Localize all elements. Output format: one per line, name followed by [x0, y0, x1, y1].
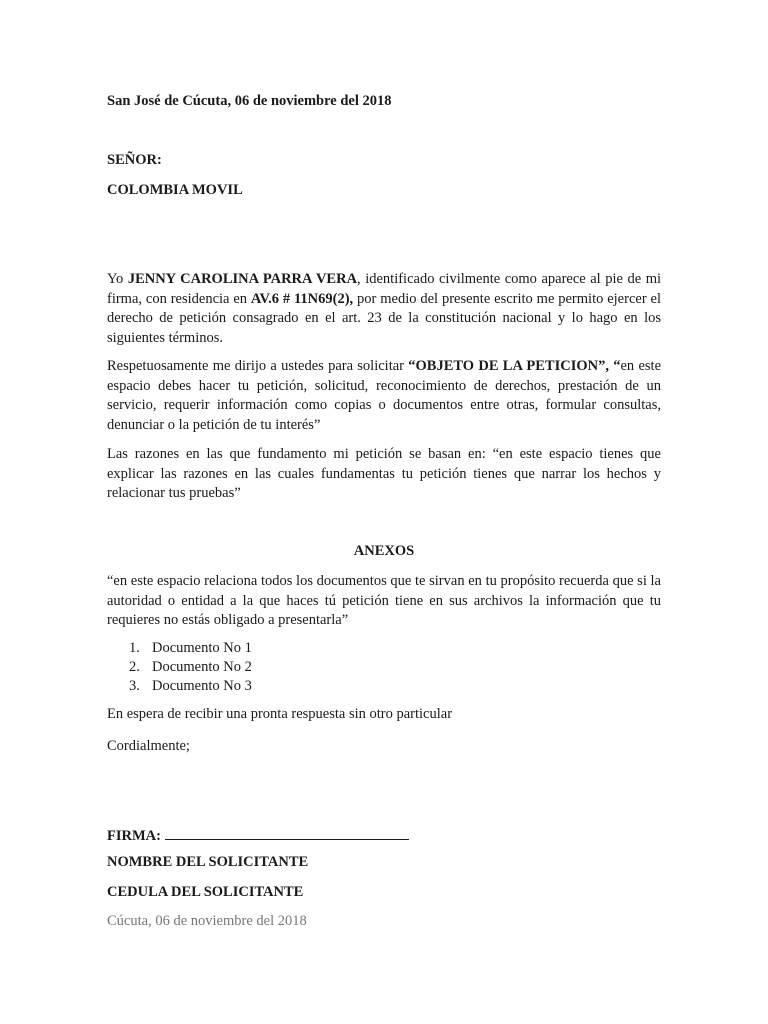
intro-text-2: por medio del presente escrito me permito ejercer el derecho de petición consagrado en el art. 23 de la constitución nacional y lo hago en los siguientes términos. — [107, 290, 661, 346]
closing-wait: En espera de recibir una pronta respuesta sin otro particular — [107, 706, 453, 722]
list-label: Documento No 2 — [152, 659, 252, 675]
salutation: SEÑOR: — [107, 152, 162, 168]
id-label: CEDULA DEL SOLICITANTE — [107, 884, 304, 900]
list-label: Documento No 3 — [152, 678, 252, 694]
petitioner-address: AV.6 # 11N69(2), — [250, 290, 354, 307]
paragraph-intro — [107, 270, 661, 348]
paragraph-request — [107, 357, 661, 435]
request-text-1: Respetuosamente me dirijo a ustedes para solicitar — [107, 358, 409, 374]
date-line: San José de Cúcuta, 06 de noviembre del 2018 — [107, 93, 392, 109]
closing-regards: Cordialmente; — [107, 738, 190, 754]
request-text-2: en este espacio debes hacer tu petición, solicitud, reconocimiento de derechos, prestación de un servicio, requerir información como copias o documentos entre otras, formular consultas, denunciar o la petición de tu interés” — [107, 358, 661, 433]
signature-line — [107, 825, 409, 845]
firma-label: FIRMA: — [107, 828, 161, 844]
annexes-title: ANEXOS — [353, 543, 415, 559]
list-number: 3. — [129, 678, 140, 694]
petitioner-name: JENNY CAROLINA PARRA VERA — [127, 271, 358, 287]
list-label: Documento No 1 — [152, 640, 252, 656]
documents-list — [107, 639, 252, 696]
intro-text-1: , identificado civilmente como aparece al pie de mi firma, con residencia en — [107, 271, 661, 307]
footer-date: Cúcuta, 06 de noviembre del 2018 — [107, 913, 307, 929]
annexes-intro: “en este espacio relaciona todos los documentos que te sirvan en tu propósito recuerda que si la autoridad o entidad a la que haces tú petición tiene en sus archivos la información que tu requieres no estás obligado a presentarla” — [107, 573, 661, 628]
list-item — [107, 658, 252, 677]
list-item — [107, 677, 252, 696]
signature-blank — [165, 825, 409, 840]
list-number: 2. — [129, 659, 140, 675]
list-number: 1. — [129, 640, 140, 656]
name-label: NOMBRE DEL SOLICITANTE — [107, 854, 309, 870]
request-object: “OBJETO DE LA PETICION”, “ — [408, 358, 621, 374]
paragraph-reasons: Las razones en las que fundamento mi petición se basan en: “en este espacio tienes que explicar las razones en las cuales fundamentas tu petición tienes que narrar los hechos y relacionar tus pruebas” — [107, 446, 661, 501]
list-item — [107, 639, 252, 658]
recipient: COLOMBIA MOVIL — [107, 182, 243, 198]
intro-yo: Yo — [107, 271, 128, 287]
